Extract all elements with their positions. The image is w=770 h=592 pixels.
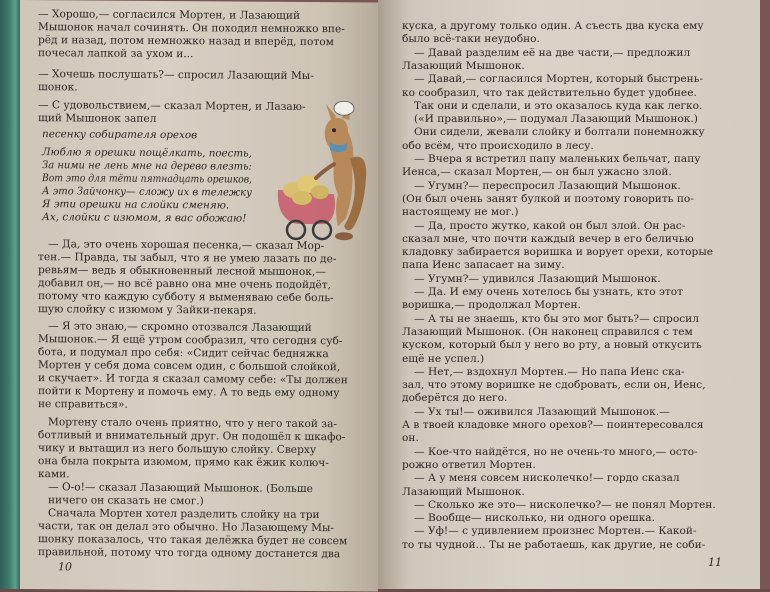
text-line: части, так он делал это обычно. Но Лазающему Мы- [38, 520, 334, 535]
verse-line: Вот это для тёти пятнадцать орешков, [42, 172, 252, 186]
left-page-number: 10 [58, 560, 72, 574]
text-line: — Да. И ему очень хотелось бы узнать, кто этот [414, 286, 684, 298]
squirrel-illustration [268, 98, 368, 249]
text-line: — А у меня совсем нисколечко!— гордо сказал [414, 472, 680, 485]
text-line: ками. [38, 468, 70, 481]
text-line: то ты чудной... Ты не работаешь, как другие, не соби- [402, 538, 706, 551]
text-line: куска, а другому только один. А съесть два куска ему [402, 20, 704, 32]
text-line: Мышонок начал сочинять. Он походил немножко впе- [38, 21, 345, 36]
text-line: сказал мне, что почти каждый вечер в его беличью [402, 232, 694, 245]
verse-line: Я эти орешки на слойки сменяю. [42, 198, 230, 212]
text-line: не справиться». [38, 398, 128, 411]
text-line: рёд и назад, потом немножко назад и вперёд, потом [38, 34, 334, 49]
text-line: — Хочешь послушать?— спросил Лазающий Мы- [38, 68, 314, 83]
text-line: воришка,— продолжал Мортен. [402, 299, 581, 312]
text-line: папа Иенс запасает на зиму. [402, 259, 565, 272]
text-line: Так они и сделали, и это оказалось куда как легко. [414, 99, 703, 112]
text-line: ботливый и внимательный друг. Он подошёл к шкафо- [38, 429, 346, 444]
text-line: зал, что этому воришке не сдобровать, если он, Иенс, [402, 379, 706, 392]
text-line: Иенса,— сказал Мортен,— он был ужасно злой. [402, 166, 672, 179]
text-line: правильной, потому что тогда одному достанется два [38, 546, 341, 561]
text-line: — Давай разделим её на две части,— предложил [414, 46, 691, 59]
text-line: почесал лапкой за ухом и... [38, 47, 194, 61]
text-line: ничего он сказать не смог.) [48, 494, 204, 508]
text-line: настоящему не мог.) [402, 206, 519, 219]
verse-line: А это Зайчонку— сложу их в тележку [42, 185, 252, 199]
text-line: — Да, просто жутко, какой он был злой. Он рас- [414, 219, 686, 232]
song-title: песенку собирателя орехов [42, 128, 198, 142]
text-line: — Угумн?— переспросил Лазающий Мышонок. [414, 179, 681, 192]
text-line: шую слойку с изюмом у Зайки-пекаря. [38, 303, 257, 317]
text-line: — Угумн?— удивился Лазающий Мышонок. [414, 272, 661, 285]
text-line: Мортен у себя дома совсем один, с большой слойкой, [38, 359, 341, 374]
text-line: бота, и подумал про себя: «Сидит сейчас бедняжка [38, 346, 329, 361]
text-line: — Нет,— вздохнул Мортен.— Но папа Иенс ска- [414, 365, 685, 378]
text-line: — С удовольствием,— сказал Мортен, и Лазаю- [38, 99, 306, 113]
text-line: добавил он,— но всё равно она мне очень подойдёт, [38, 277, 332, 292]
text-line: Лазающий Мышонок. (Он наконец справился с тем [402, 325, 693, 338]
right-page-number: 11 [708, 556, 722, 569]
text-line: — А ты не знаешь, кто бы это мог быть?— спросил [414, 312, 699, 325]
text-line: Мышонок.— Я ещё утром сообразил, что сегодня суб- [38, 333, 343, 348]
text-line: — Давай,— согласился Мортен, который быстрень- [414, 73, 704, 86]
book-cover-edge [0, 0, 22, 589]
text-line: доберётся до него. [402, 392, 508, 405]
text-line: обо всём, что происходило в лесу. [402, 139, 594, 152]
text-line: — Ух ты!— оживился Лазающий Мышонок.— [414, 405, 670, 418]
left-page [20, 0, 378, 591]
text-line: пойти к Мортену и помочь ему. А то ведь ему одному [38, 385, 340, 400]
text-line: — Вообще— нисколько, ни одного орешка. [414, 512, 655, 525]
text-line: — Сколько же это— нисколечко?— не понял Мортен. [414, 498, 716, 511]
text-line: ко сообразил, что так действительно будет удобнее. [402, 86, 697, 99]
text-line: тен.— Правда, ты забыл, что я не умею лазать по де- [38, 251, 337, 266]
text-line: А в твоей кладовке много орехов?— поинтересовался [402, 419, 704, 431]
text-line: — Кое-что найдётся, но не очень-то много,— осто- [414, 445, 698, 458]
verse-line: Ах, слойки с изюмом, я вас обожаю! [42, 211, 247, 225]
text-line: Лазающий Мышонок. [402, 485, 525, 498]
text-line: куском, который был у него во рту, а новый откусить [402, 339, 702, 352]
text-line: было всё-таки неудобно. [402, 33, 540, 46]
text-line: щий Мышонок запел [38, 112, 157, 125]
verse-line: За ними не лень мне на дерево влезть: [42, 159, 252, 173]
left-page-text [20, 0, 378, 561]
text-line: («И правильно»,— подумал Лазающий Мышонок.) [414, 113, 698, 126]
text-line: Они сидели, жевали слойку и болтали понемножку [414, 126, 705, 139]
text-line: рожно ответил Мортен. [402, 458, 536, 471]
text-line: кладовку забирается воришка и ворует орехи, которые [402, 246, 714, 259]
text-line: потому что каждую субботу я выменяваю себе боль- [38, 290, 334, 305]
text-line: Сначала Мортен хотел разделить слойку на три [48, 507, 320, 522]
text-line: ещё не успел.) [402, 352, 485, 365]
text-line: ревьям— ведь я обыкновенный лесной мышонок,— [38, 264, 326, 279]
text-line: он. [402, 432, 419, 445]
text-line: — Хорошо,— согласился Мортен, и Лазающий [38, 8, 301, 22]
text-line: — Я это знаю,— скромно отозвался Лазающий [48, 320, 312, 335]
text-line: Лазающий Мышонок. [402, 59, 525, 72]
book-cover-edge-right [760, 0, 770, 589]
text-line: Мортену стало очень приятно, что у него такой за- [48, 416, 337, 431]
right-page [378, 0, 760, 589]
text-line: — Уф!— с удивлением произнес Мортен.— Какой- [414, 525, 697, 538]
text-line: (Он был очень занят булкой и поэтому говорить по- [402, 192, 694, 205]
verse-line: Люблю я орешки пощёлкать, поесть, [42, 146, 252, 160]
text-line: чику и вытащил из него большую слойку. Сверху [38, 442, 317, 457]
text-line: она была покрыта изюмом, прямо как ёжик колюч- [38, 455, 329, 470]
text-line: и скучает». И тогда я сказал самому себе: «Ты должен [38, 372, 348, 387]
text-line: шонку показалось, что такая делёжка будет не совсем [38, 533, 348, 548]
text-line: — О-о!— сказал Лазающий Мышонок. (Больше [48, 481, 313, 496]
text-line: — Вчера я встретил папу маленьких бельчат, папу [414, 153, 701, 165]
text-line: шонок. [38, 81, 78, 94]
text-line: — Да, это очень хорошая песенка,— сказал Мор- [48, 238, 325, 253]
